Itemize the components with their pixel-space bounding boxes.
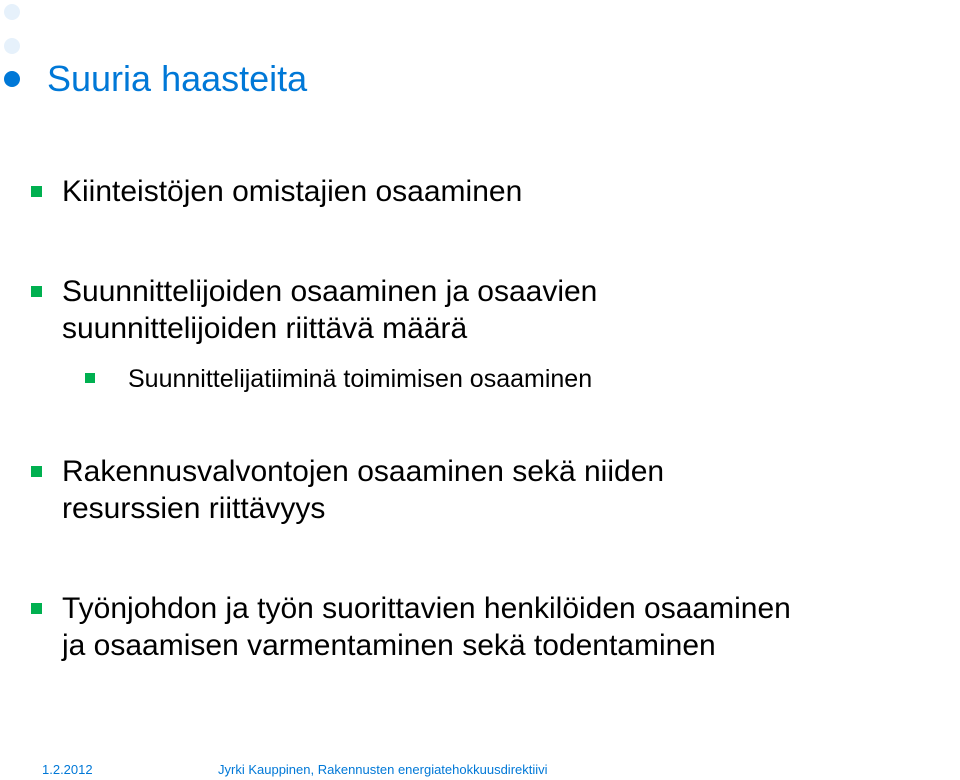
bullet-line: resurssien riittävyys <box>62 492 326 525</box>
decorative-dot-top <box>4 4 20 20</box>
title-bullet-dot <box>4 71 20 87</box>
bullet-line: suunnittelijoiden riittävä määrä <box>62 312 468 345</box>
sub-bullet-line: Suunnittelijatiiminä toimimisen osaaminen <box>128 365 593 393</box>
slide-title: Suuria haasteita <box>47 58 308 99</box>
bullet-line: ja osaamisen varmentaminen sekä todentaminen <box>62 629 716 662</box>
bullet-item <box>62 273 597 347</box>
bullet-line: Suunnittelijoiden osaaminen ja osaavien <box>62 275 598 308</box>
bullet-square-icon <box>31 186 42 197</box>
footer-date: 1.2.2012 <box>42 762 93 777</box>
bullet-line: Työnjohdon ja työn suorittavien henkilöiden osaaminen <box>62 592 791 625</box>
bullet-item <box>62 590 791 664</box>
sub-bullet-item <box>128 364 592 395</box>
bullet-item <box>62 173 522 210</box>
bullet-square-icon <box>31 603 42 614</box>
bullet-square-icon <box>85 373 95 383</box>
bullet-square-icon <box>31 466 42 477</box>
bullet-square-icon <box>31 286 42 297</box>
bullet-item <box>62 453 664 527</box>
decorative-dot-middle <box>4 38 20 54</box>
bullet-line: Kiinteistöjen omistajien osaaminen <box>62 175 523 208</box>
bullet-line: Rakennusvalvontojen osaaminen sekä niiden <box>62 455 665 488</box>
footer-author: Jyrki Kauppinen, Rakennusten energiatehokkuusdirektiivi <box>218 762 548 777</box>
